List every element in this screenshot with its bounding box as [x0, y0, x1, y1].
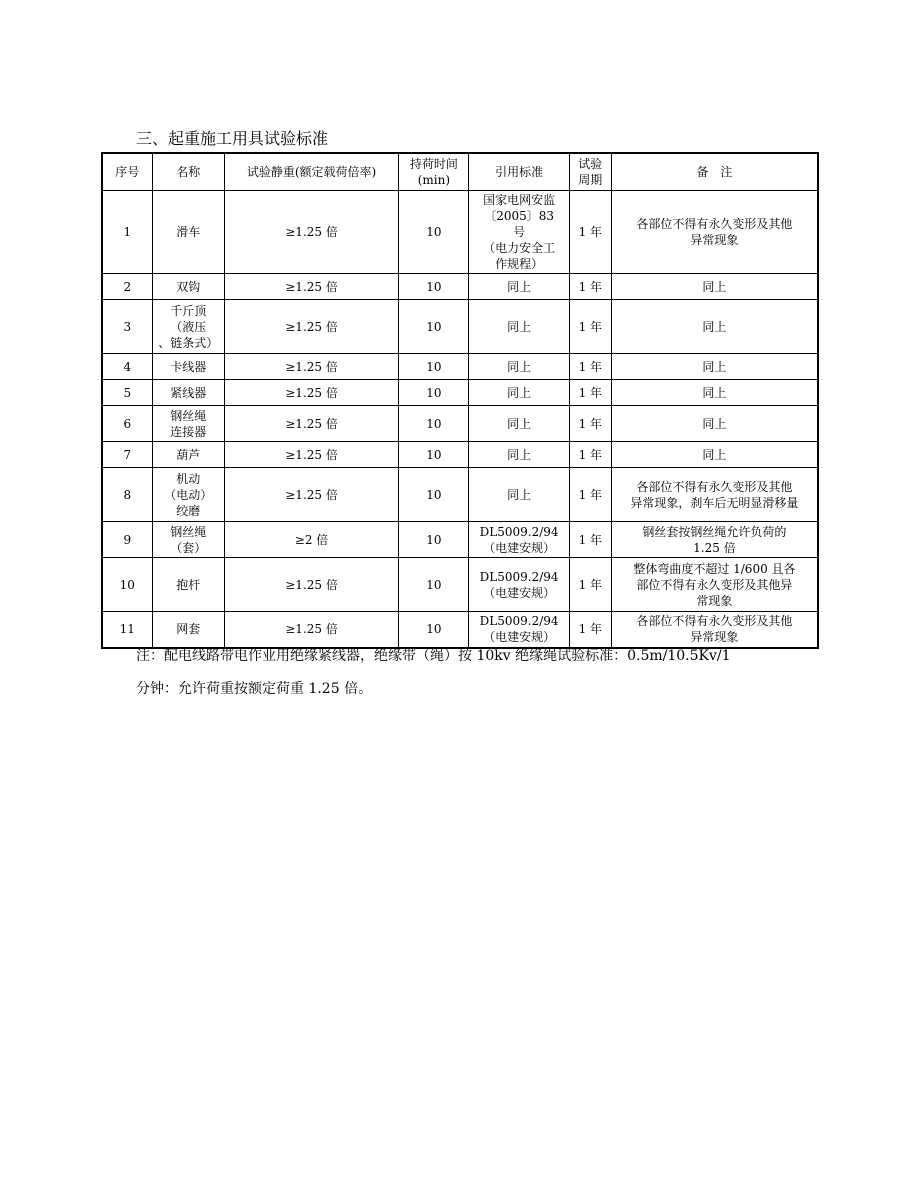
cell-standard-line: DL5009.2/94 [479, 524, 559, 539]
cell-remark [611, 191, 818, 274]
table-row [102, 442, 818, 468]
header-remark: 备 注 [611, 153, 818, 191]
cell-standard-line: （电建安规） [483, 540, 556, 555]
cell-cycle: 1 年 [569, 522, 611, 558]
table-body [102, 191, 818, 648]
cell-standard-line: （电建安规） [483, 585, 556, 600]
footnote [136, 640, 836, 706]
cell-standard-line: 同上 [507, 385, 532, 400]
table-row [102, 406, 818, 442]
cell-remark-line: 同上 [702, 416, 727, 431]
cell-time: 10 [399, 274, 469, 300]
cell-standard-line: 同上 [507, 279, 532, 294]
cell-standard [469, 274, 569, 300]
cell-name-line: 机动 [176, 471, 201, 486]
cell-name [152, 354, 224, 380]
cell-remark [611, 354, 818, 380]
cell-standard [469, 406, 569, 442]
cell-remark [611, 522, 818, 558]
cell-no: 7 [102, 442, 152, 468]
header-hold-time-line2: (min) [417, 173, 451, 187]
cell-load: ≥1.25 倍 [224, 406, 398, 442]
header-cycle-line1: 试验 [578, 157, 603, 171]
test-standard-table [101, 152, 819, 649]
cell-name-line: 葫芦 [176, 447, 201, 462]
cell-load: ≥2 倍 [224, 522, 398, 558]
cell-name [152, 191, 224, 274]
cell-remark-line: 各部位不得有永久变形及其他 [636, 614, 793, 629]
cell-standard-line: 国家电网安监 [483, 193, 556, 207]
cell-time: 10 [399, 612, 469, 648]
cell-load: ≥1.25 倍 [224, 300, 398, 354]
header-static-load: 试验静重(额定载荷倍率) [224, 153, 398, 191]
table-row [102, 300, 818, 354]
cell-remark [611, 468, 818, 522]
section-title: 三、起重施工用具试验标准 [136, 129, 329, 148]
header-name: 名称 [152, 153, 224, 191]
cell-remark-line: 同上 [702, 319, 727, 334]
cell-name-line: （套） [170, 540, 207, 555]
cell-name [152, 558, 224, 612]
cell-remark-line: 同上 [702, 385, 727, 400]
footnote-line1: 注：配电线路带电作业用绝缘紧线器，绝缘带（绳）按 10kv 绝缘绳试验标准：0.5m/10.5Kv/1 [136, 648, 731, 664]
cell-name [152, 442, 224, 468]
header-hold-time-line1: 持荷时间 [409, 157, 458, 171]
header-standard: 引用标准 [469, 153, 569, 191]
cell-name-line: 滑车 [176, 225, 201, 239]
cell-cycle: 1 年 [569, 442, 611, 468]
cell-remark-line: 1.25 倍 [693, 540, 736, 555]
cell-name [152, 274, 224, 300]
cell-time: 10 [399, 380, 469, 406]
cell-name-line: （电动） [164, 487, 213, 502]
cell-no: 1 [102, 191, 152, 274]
header-hold-time [399, 153, 469, 191]
cell-no: 8 [102, 468, 152, 522]
cell-name-line: 钢丝绳 [170, 408, 207, 423]
cell-name-line: 连接器 [170, 424, 207, 439]
cell-remark-line: 异常现象 [690, 630, 739, 645]
cell-remark-line: 同上 [702, 359, 727, 374]
cell-name-line: 绞磨 [176, 503, 201, 518]
cell-load: ≥1.25 倍 [224, 612, 398, 648]
cell-name [152, 522, 224, 558]
cell-standard-line: 作规程） [495, 257, 544, 271]
cell-remark-line: 同上 [702, 279, 727, 294]
table-row [102, 558, 818, 612]
cell-remark [611, 406, 818, 442]
cell-time: 10 [399, 442, 469, 468]
cell-standard-line: DL5009.2/94 [479, 569, 559, 584]
header-cycle [569, 153, 611, 191]
cell-standard [469, 354, 569, 380]
cell-name-line: 双钩 [176, 279, 201, 294]
cell-time: 10 [399, 354, 469, 380]
cell-time: 10 [399, 558, 469, 612]
cell-remark-line: 部位不得有永久变形及其他异 [636, 577, 793, 592]
table-row [102, 274, 818, 300]
cell-remark-line: 同上 [702, 447, 727, 462]
cell-name-line: 千斤顶 [170, 303, 207, 318]
cell-standard [469, 442, 569, 468]
cell-name-line: 卡线器 [170, 359, 207, 374]
cell-cycle: 1 年 [569, 558, 611, 612]
cell-name-line: （液压 [170, 319, 207, 334]
cell-cycle: 1 年 [569, 354, 611, 380]
cell-load: ≥1.25 倍 [224, 558, 398, 612]
cell-remark-line: 各部位不得有永久变形及其他 [636, 217, 793, 231]
cell-no: 2 [102, 274, 152, 300]
cell-cycle: 1 年 [569, 406, 611, 442]
cell-remark-line: 钢丝套按钢丝绳允许负荷的 [642, 524, 787, 539]
cell-time: 10 [399, 191, 469, 274]
cell-load: ≥1.25 倍 [224, 354, 398, 380]
cell-standard [469, 191, 569, 274]
cell-cycle: 1 年 [569, 191, 611, 274]
cell-standard [469, 468, 569, 522]
cell-remark-line: 异常现象，刹车后无明显滑移量 [630, 495, 799, 510]
cell-no: 9 [102, 522, 152, 558]
cell-remark-line: 各部位不得有永久变形及其他 [636, 479, 793, 494]
cell-name [152, 300, 224, 354]
table-row [102, 522, 818, 558]
cell-remark-line: 常现象 [696, 593, 733, 608]
cell-standard-line: 同上 [507, 319, 532, 334]
cell-name-line: 紧线器 [170, 385, 207, 400]
cell-no: 10 [102, 558, 152, 612]
cell-name-line: 抱杆 [176, 577, 201, 592]
cell-name [152, 406, 224, 442]
cell-remark [611, 442, 818, 468]
table-row [102, 354, 818, 380]
cell-standard [469, 380, 569, 406]
cell-cycle: 1 年 [569, 274, 611, 300]
cell-standard-line: 〔2005〕83 号 [484, 209, 567, 239]
cell-cycle: 1 年 [569, 612, 611, 648]
cell-cycle: 1 年 [569, 380, 611, 406]
header-no: 序号 [102, 153, 152, 191]
cell-name-line: 网套 [176, 622, 201, 637]
cell-standard [469, 522, 569, 558]
cell-standard-line: 同上 [507, 359, 532, 374]
cell-name-line: 钢丝绳 [170, 524, 207, 539]
footnote-line2: 分钟：允许荷重按额定荷重 1.25 倍。 [136, 681, 373, 697]
cell-no: 11 [102, 612, 152, 648]
cell-no: 6 [102, 406, 152, 442]
cell-time: 10 [399, 468, 469, 522]
cell-remark-line: 整体弯曲度不超过 1/600 且各 [633, 561, 796, 576]
cell-load: ≥1.25 倍 [224, 191, 398, 274]
cell-time: 10 [399, 406, 469, 442]
cell-load: ≥1.25 倍 [224, 442, 398, 468]
cell-remark [611, 380, 818, 406]
cell-time: 10 [399, 300, 469, 354]
cell-standard-line: 同上 [507, 487, 532, 502]
cell-cycle: 1 年 [569, 468, 611, 522]
cell-time: 10 [399, 522, 469, 558]
table-row [102, 468, 818, 522]
cell-cycle: 1 年 [569, 300, 611, 354]
cell-standard-line: （电力安全工 [483, 241, 556, 255]
cell-no: 5 [102, 380, 152, 406]
cell-no: 4 [102, 354, 152, 380]
cell-remark [611, 558, 818, 612]
cell-no: 3 [102, 300, 152, 354]
cell-standard-line: 同上 [507, 416, 532, 431]
cell-standard [469, 558, 569, 612]
cell-name-line: 、链条式） [158, 335, 219, 350]
cell-name [152, 380, 224, 406]
cell-standard-line: DL5009.2/94 [479, 614, 559, 629]
header-cycle-line2: 周期 [578, 173, 603, 187]
cell-remark [611, 274, 818, 300]
cell-load: ≥1.25 倍 [224, 468, 398, 522]
cell-load: ≥1.25 倍 [224, 274, 398, 300]
cell-load: ≥1.25 倍 [224, 380, 398, 406]
table-header-row [102, 153, 818, 191]
cell-name [152, 468, 224, 522]
cell-remark [611, 300, 818, 354]
table-row [102, 191, 818, 274]
table-row [102, 380, 818, 406]
cell-standard-line: 同上 [507, 447, 532, 462]
cell-standard [469, 300, 569, 354]
cell-standard-line: （电建安规） [483, 630, 556, 645]
cell-remark-line: 异常现象 [690, 233, 739, 247]
